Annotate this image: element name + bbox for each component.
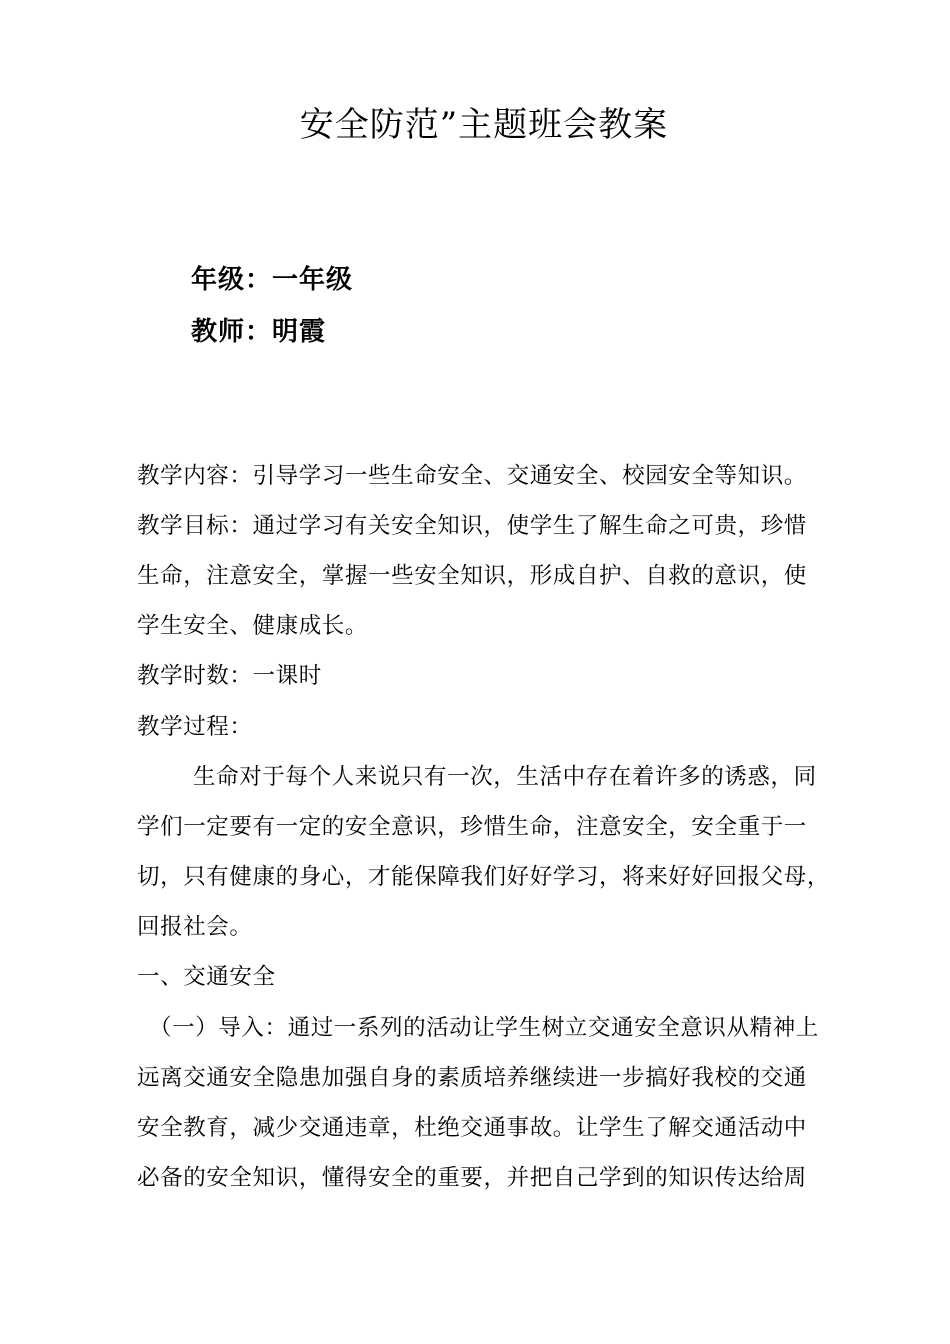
objective-line: 生命，注意安全，掌握一些安全知识，形成自护、自救的意识，使 [137,563,807,589]
paragraph-line: 切，只有健康的身心，才能保障我们好好学习，将来好好回报父母， [137,864,831,890]
paragraph-line: 生命对于每个人来说只有一次，生活中存在着许多的诱惑，同 [193,764,817,790]
paragraph-line: 必备的安全知识，懂得安全的重要，并把自己学到的知识传达给周 [137,1165,807,1191]
document-title: 安全防范”主题班会教案 [299,105,669,145]
paragraph-line: 回报社会。 [137,914,253,940]
teacher-line: 教师：明霞 [191,317,327,347]
grade-line: 年级：一年级 [191,265,354,295]
process-heading: 教学过程： [137,714,253,740]
paragraph-line: 学们一定要有一定的安全意识，珍惜生命，注意安全，安全重于一 [137,814,807,840]
objective-line: 教学目标：通过学习有关安全知识，使学生了解生命之可贵，珍惜 [137,513,807,539]
objective-line: 学生安全、健康成长。 [137,613,369,639]
subsection-line: （一）导入：通过一系列的活动让学生树立交通安全意识从精神上 [149,1015,819,1041]
hours-line: 教学时数：一课时 [137,663,322,689]
paragraph-line: 安全教育，减少交通违章，杜绝交通事故。让学生了解交通活动中 [137,1115,807,1141]
content-line: 教学内容：引导学习一些生命安全、交通安全、校园安全等知识。 [137,463,807,489]
paragraph-line: 远离交通安全隐患加强自身的素质培养继续进一步搞好我校的交通 [137,1065,807,1091]
section-heading: 一、交通安全 [137,964,276,990]
